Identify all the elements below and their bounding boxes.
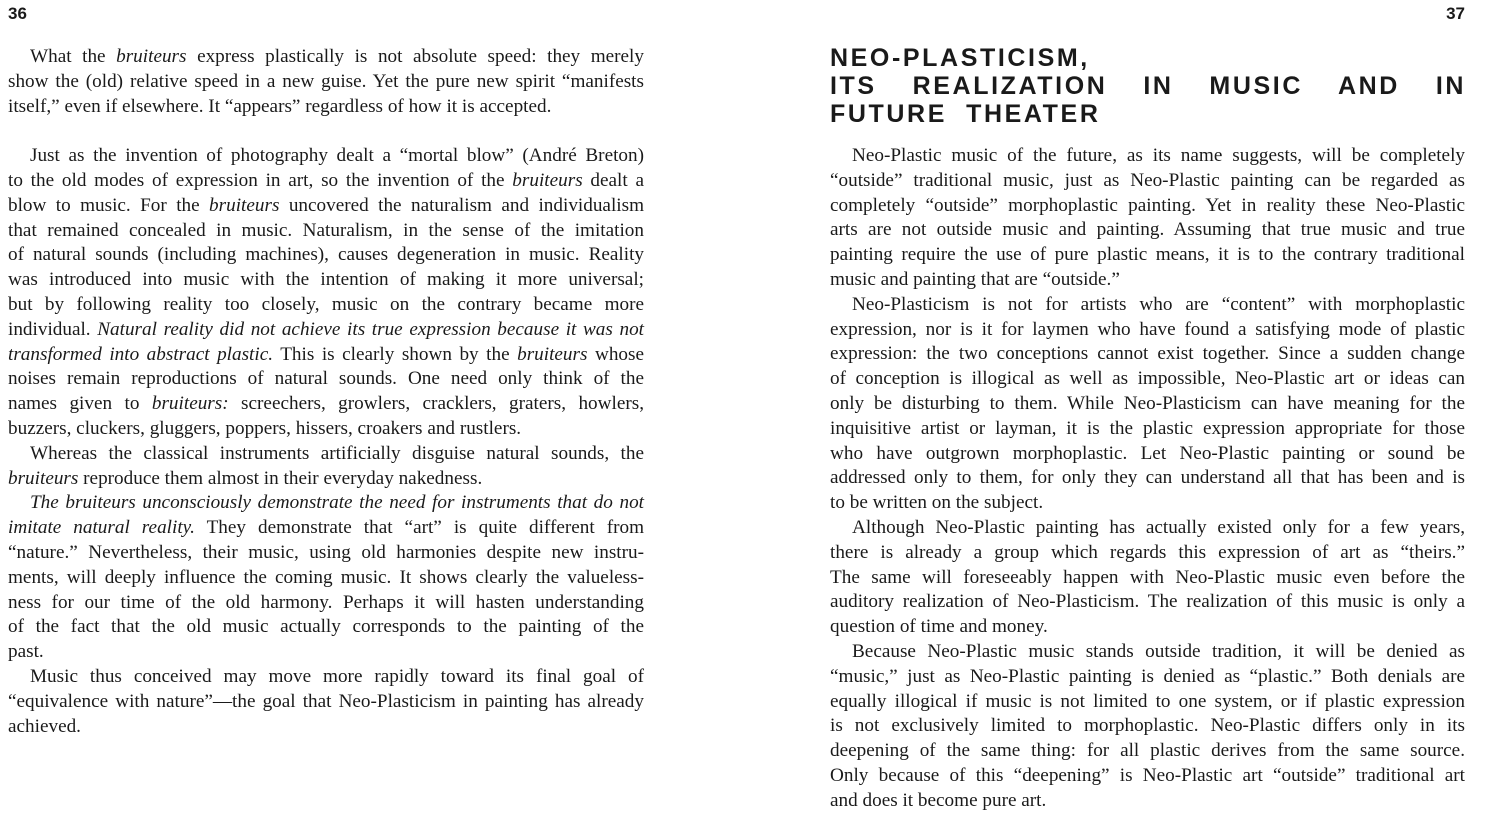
text-line: “nature.” Nevertheless, their music, using old harmonies despite new instru- [8, 541, 644, 563]
text-line: past. [8, 641, 44, 663]
page-number-right: 37 [1446, 4, 1465, 23]
paragraph [8, 665, 644, 739]
paragraph [830, 516, 1465, 640]
text-line: “equivalence with nature”—the goal that Neo-Plasticism in painting has already [8, 690, 644, 712]
text-line: itself,” even if elsewhere. It “appears” regardless of how it is accepted. [8, 95, 552, 117]
text-line: to be written on the subject. [830, 492, 1044, 514]
heading-line-1: NEO-PLASTICISM, [830, 44, 1090, 72]
text-line: was introduced into music with the intention of making it more universal; [8, 269, 644, 291]
text-line: but by following reality too closely, music on the contrary became more [8, 293, 644, 315]
text-line: bruiteurs reproduce them almost in their everyday nakedness. [8, 467, 483, 489]
text-line: The same will foreseeably happen with Neo-Plastic music even before the [830, 566, 1465, 588]
text-line: What the bruiteurs express plastically is not absolute speed: they merely [30, 46, 644, 67]
text-line: arts are not outside music and painting. Assuming that true music and true [830, 219, 1465, 241]
text-line: transformed into abstract plastic. This is clearly shown by the bruiteurs whose [8, 343, 645, 365]
text-line: of the fact that the old music actually corresponds to the painting of the [8, 616, 644, 638]
paragraph-gap [8, 119, 644, 144]
text-line: blow to music. For the bruiteurs uncovered the naturalism and individualism [8, 194, 645, 216]
text-line: Because Neo-Plastic music stands outside tradition, it will be denied as [852, 640, 1465, 662]
text-line: expression: the two conceptions cannot exist together. Since a sudden change [830, 343, 1465, 365]
text-line: there is already a group which regards this expression of art as “theirs.” [830, 541, 1465, 563]
text-line: Only because of this “deepening” is Neo-Plastic art “outside” traditional art [830, 764, 1465, 786]
text-line: of natural sounds (including machines), causes degeneration in music. Reality [8, 244, 644, 266]
text-line: achieved. [8, 715, 81, 737]
text-line: inquisitive artist or layman, it is the plastic expression appropriate for those [830, 417, 1465, 439]
text-line: only be disturbing to them. While Neo-Plasticism can have meaning for the [830, 392, 1465, 414]
paragraph [8, 442, 644, 492]
text-line: ments, will deeply influence the coming music. It shows clearly the valueless- [8, 566, 644, 588]
paragraph [8, 491, 644, 665]
paragraph [830, 640, 1465, 814]
chapter-heading [830, 44, 1466, 128]
text-line: expression, nor is it for laymen who have found a satisfying mode of plastic [830, 318, 1465, 340]
text-line: Music thus conceived may move more rapidly toward its final goal of [30, 665, 644, 687]
text-line: is not exclusively limited to morphoplastic. Neo-Plastic differs only in its [830, 715, 1465, 737]
left-page-body [8, 45, 644, 739]
text-line: “outside” traditional music, just as Neo-Plastic painting can be regarded as [830, 169, 1465, 191]
right-page-body [830, 144, 1465, 814]
text-line: buzzers, cluckers, gluggers, poppers, hissers, croakers and rustlers. [8, 417, 522, 439]
paragraph [8, 144, 644, 442]
text-line: The bruiteurs unconsciously demonstrate the need for instruments that do not [30, 492, 644, 514]
text-line: question of time and money. [830, 616, 1048, 638]
right-page [750, 0, 1500, 816]
text-line: noises remain reproductions of natural sounds. One need only think of the [8, 368, 644, 390]
text-line: auditory realization of Neo-Plasticism. The realization of this music is only a [830, 591, 1465, 613]
text-line: music and painting that are “outside.” [830, 268, 1120, 290]
text-line: ness for our time of the old harmony. Perhaps it will hasten understanding [8, 591, 644, 613]
paragraph [830, 144, 1465, 293]
text-line: Just as the invention of photography dealt a “mortal blow” (André Breton) [30, 145, 644, 167]
text-line: who have outgrown morphoplastic. Let Neo-Plastic painting or sound be [830, 442, 1465, 464]
paragraph [8, 45, 644, 119]
text-line: names given to bruiteurs: screechers, growlers, cracklers, graters, howlers, [8, 393, 644, 415]
text-line: to the old modes of expression in art, so the invention of the bruiteurs dealt a [8, 169, 644, 191]
text-line: completely “outside” morphoplastic painting. Yet in reality these Neo-Plastic [830, 194, 1465, 216]
text-line: painting require the use of pure plastic means, it is to the contrary traditional [830, 244, 1465, 266]
text-line: Neo-Plasticism is not for artists who are “content” with morphoplastic [852, 293, 1465, 315]
text-line: addressed only to them, for only they can understand all that has been and is [830, 467, 1465, 489]
heading-line-3: FUTURE THEATER [830, 100, 1101, 128]
text-line: imitate natural reality. They demonstrate that “art” is quite different from [8, 517, 645, 539]
text-line: equally illogical if music is not limited to one system, or if plastic expression [830, 690, 1465, 712]
page-number-left: 36 [8, 4, 27, 23]
text-line: Neo-Plastic music of the future, as its name suggests, will be completely [852, 145, 1465, 166]
text-line: of conception is illogical as well as impossible, Neo-Plastic art or ideas can [830, 368, 1465, 390]
text-line: Whereas the classical instruments artificially disguise natural sounds, the [30, 442, 644, 464]
text-line: Although Neo-Plastic painting has actually existed only for a few years, [852, 516, 1465, 538]
text-line: individual. Natural reality did not achieve its true expression because it was not [8, 318, 644, 340]
heading-line-2: ITS REALIZATION IN MUSIC AND IN [830, 72, 1467, 100]
text-line: show the (old) relative speed in a new guise. Yet the pure new spirit “manifests [8, 70, 644, 92]
text-line: that remained concealed in music. Naturalism, in the sense of the imitation [8, 219, 644, 241]
paragraph [830, 293, 1465, 516]
text-line: “music,” just as Neo-Plastic painting is denied as “plastic.” Both denials are [830, 665, 1465, 687]
text-line: deepening of the same thing: for all plastic derives from the same source. [830, 740, 1465, 762]
text-line: and does it become pure art. [830, 789, 1047, 811]
